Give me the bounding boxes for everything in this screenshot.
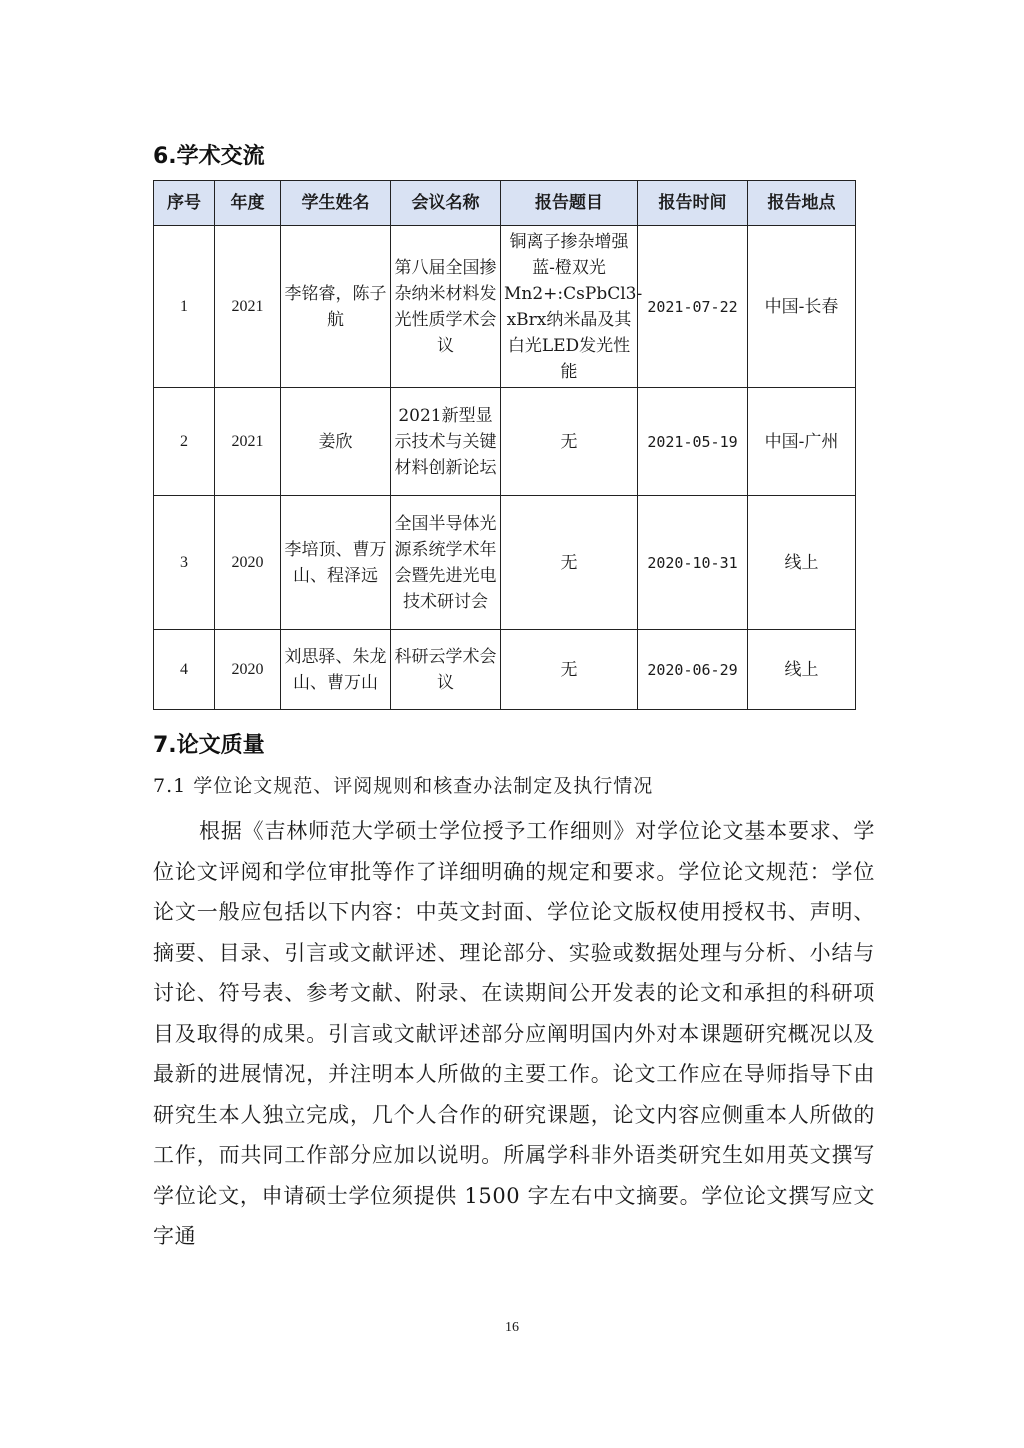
section-heading-thesis-quality: 7.论文质量 — [153, 733, 265, 758]
header-cell-conference: 会议名称 — [391, 181, 501, 226]
cell-no: 2 — [154, 388, 215, 496]
header-cell-date: 报告时间 — [638, 181, 748, 226]
cell-title: 无 — [501, 388, 638, 496]
cell-no: 3 — [154, 496, 215, 630]
cell-year: 2021 — [215, 388, 281, 496]
cell-date: 2021-05-19 — [638, 388, 748, 496]
header-cell-no: 序号 — [154, 181, 215, 226]
page-number: 16 — [505, 1320, 519, 1335]
cell-year: 2021 — [215, 226, 281, 388]
cell-year: 2020 — [215, 496, 281, 630]
cell-title: 无 — [501, 496, 638, 630]
cell-students: 刘思驿、朱龙山、曹万山 — [281, 630, 391, 710]
cell-place: 线上 — [748, 496, 856, 630]
cell-date: 2020-10-31 — [638, 496, 748, 630]
cell-place: 中国-长春 — [748, 226, 856, 388]
cell-conference: 第八届全国掺杂纳米材料发光性质学术会议 — [391, 226, 501, 388]
table-header-row — [154, 181, 856, 226]
subsection-heading: 7.1 学位论文规范、评阅规则和核查办法制定及执行情况 — [153, 775, 654, 797]
cell-conference: 科研云学术会议 — [391, 630, 501, 710]
cell-date: 2021-07-22 — [638, 226, 748, 388]
header-cell-place: 报告地点 — [748, 181, 856, 226]
cell-title: 无 — [501, 630, 638, 710]
table-row — [154, 388, 856, 496]
academic-exchange-table — [153, 180, 856, 710]
cell-place: 中国-广州 — [748, 388, 856, 496]
header-cell-title: 报告题目 — [501, 181, 638, 226]
body-paragraph: 根据《吉林师范大学硕士学位授予工作细则》对学位论文基本要求、学位论文评阅和学位审批等作了详细明确的规定和要求。学位论文规范：学位论文一般应包括以下内容：中英文封面、学位论文版权使用授权书、声明、摘要、目录、引言或文献评述、理论部分、实验或数据处理与分析、小结与讨论、符号表、参考文献、附录、在读期间公开发表的论文和承担的科研项目及取得的成果。引言或文献评述部分应阐明国内外对本课题研究概况以及最新的进展情况，并注明本人所做的主要工作。论文工作应在导师指导下由研究生本人独立完成，几个人合作的研究课题，论文内容应侧重本人所做的工作，而共同工作部分应加以说明。所属学科非外语类研究生如用英文撰写学位论文，申请硕士学位须提供 1500 字左右中文摘要。学位论文撰写应文字通 — [153, 819, 875, 1248]
cell-no: 1 — [154, 226, 215, 388]
cell-no: 4 — [154, 630, 215, 710]
cell-students: 李铭睿，陈子航 — [281, 226, 391, 388]
cell-conference: 全国半导体光源系统学术年会暨先进光电技术研讨会 — [391, 496, 501, 630]
cell-title: 铜离子掺杂增强蓝-橙双光Mn2+:CsPbCl3-xBrx纳米晶及其白光LED发光性能 — [501, 226, 638, 388]
cell-students: 李培顶、曹万山、程泽远 — [281, 496, 391, 630]
table-row — [154, 630, 856, 710]
table-row — [154, 226, 856, 388]
header-cell-students: 学生姓名 — [281, 181, 391, 226]
cell-conference: 2021新型显示技术与关键材料创新论坛 — [391, 388, 501, 496]
header-cell-year: 年度 — [215, 181, 281, 226]
table-row — [154, 496, 856, 630]
section-heading-academic-exchange: 6.学术交流 — [153, 144, 265, 169]
cell-students: 姜欣 — [281, 388, 391, 496]
cell-date: 2020-06-29 — [638, 630, 748, 710]
cell-year: 2020 — [215, 630, 281, 710]
cell-place: 线上 — [748, 630, 856, 710]
